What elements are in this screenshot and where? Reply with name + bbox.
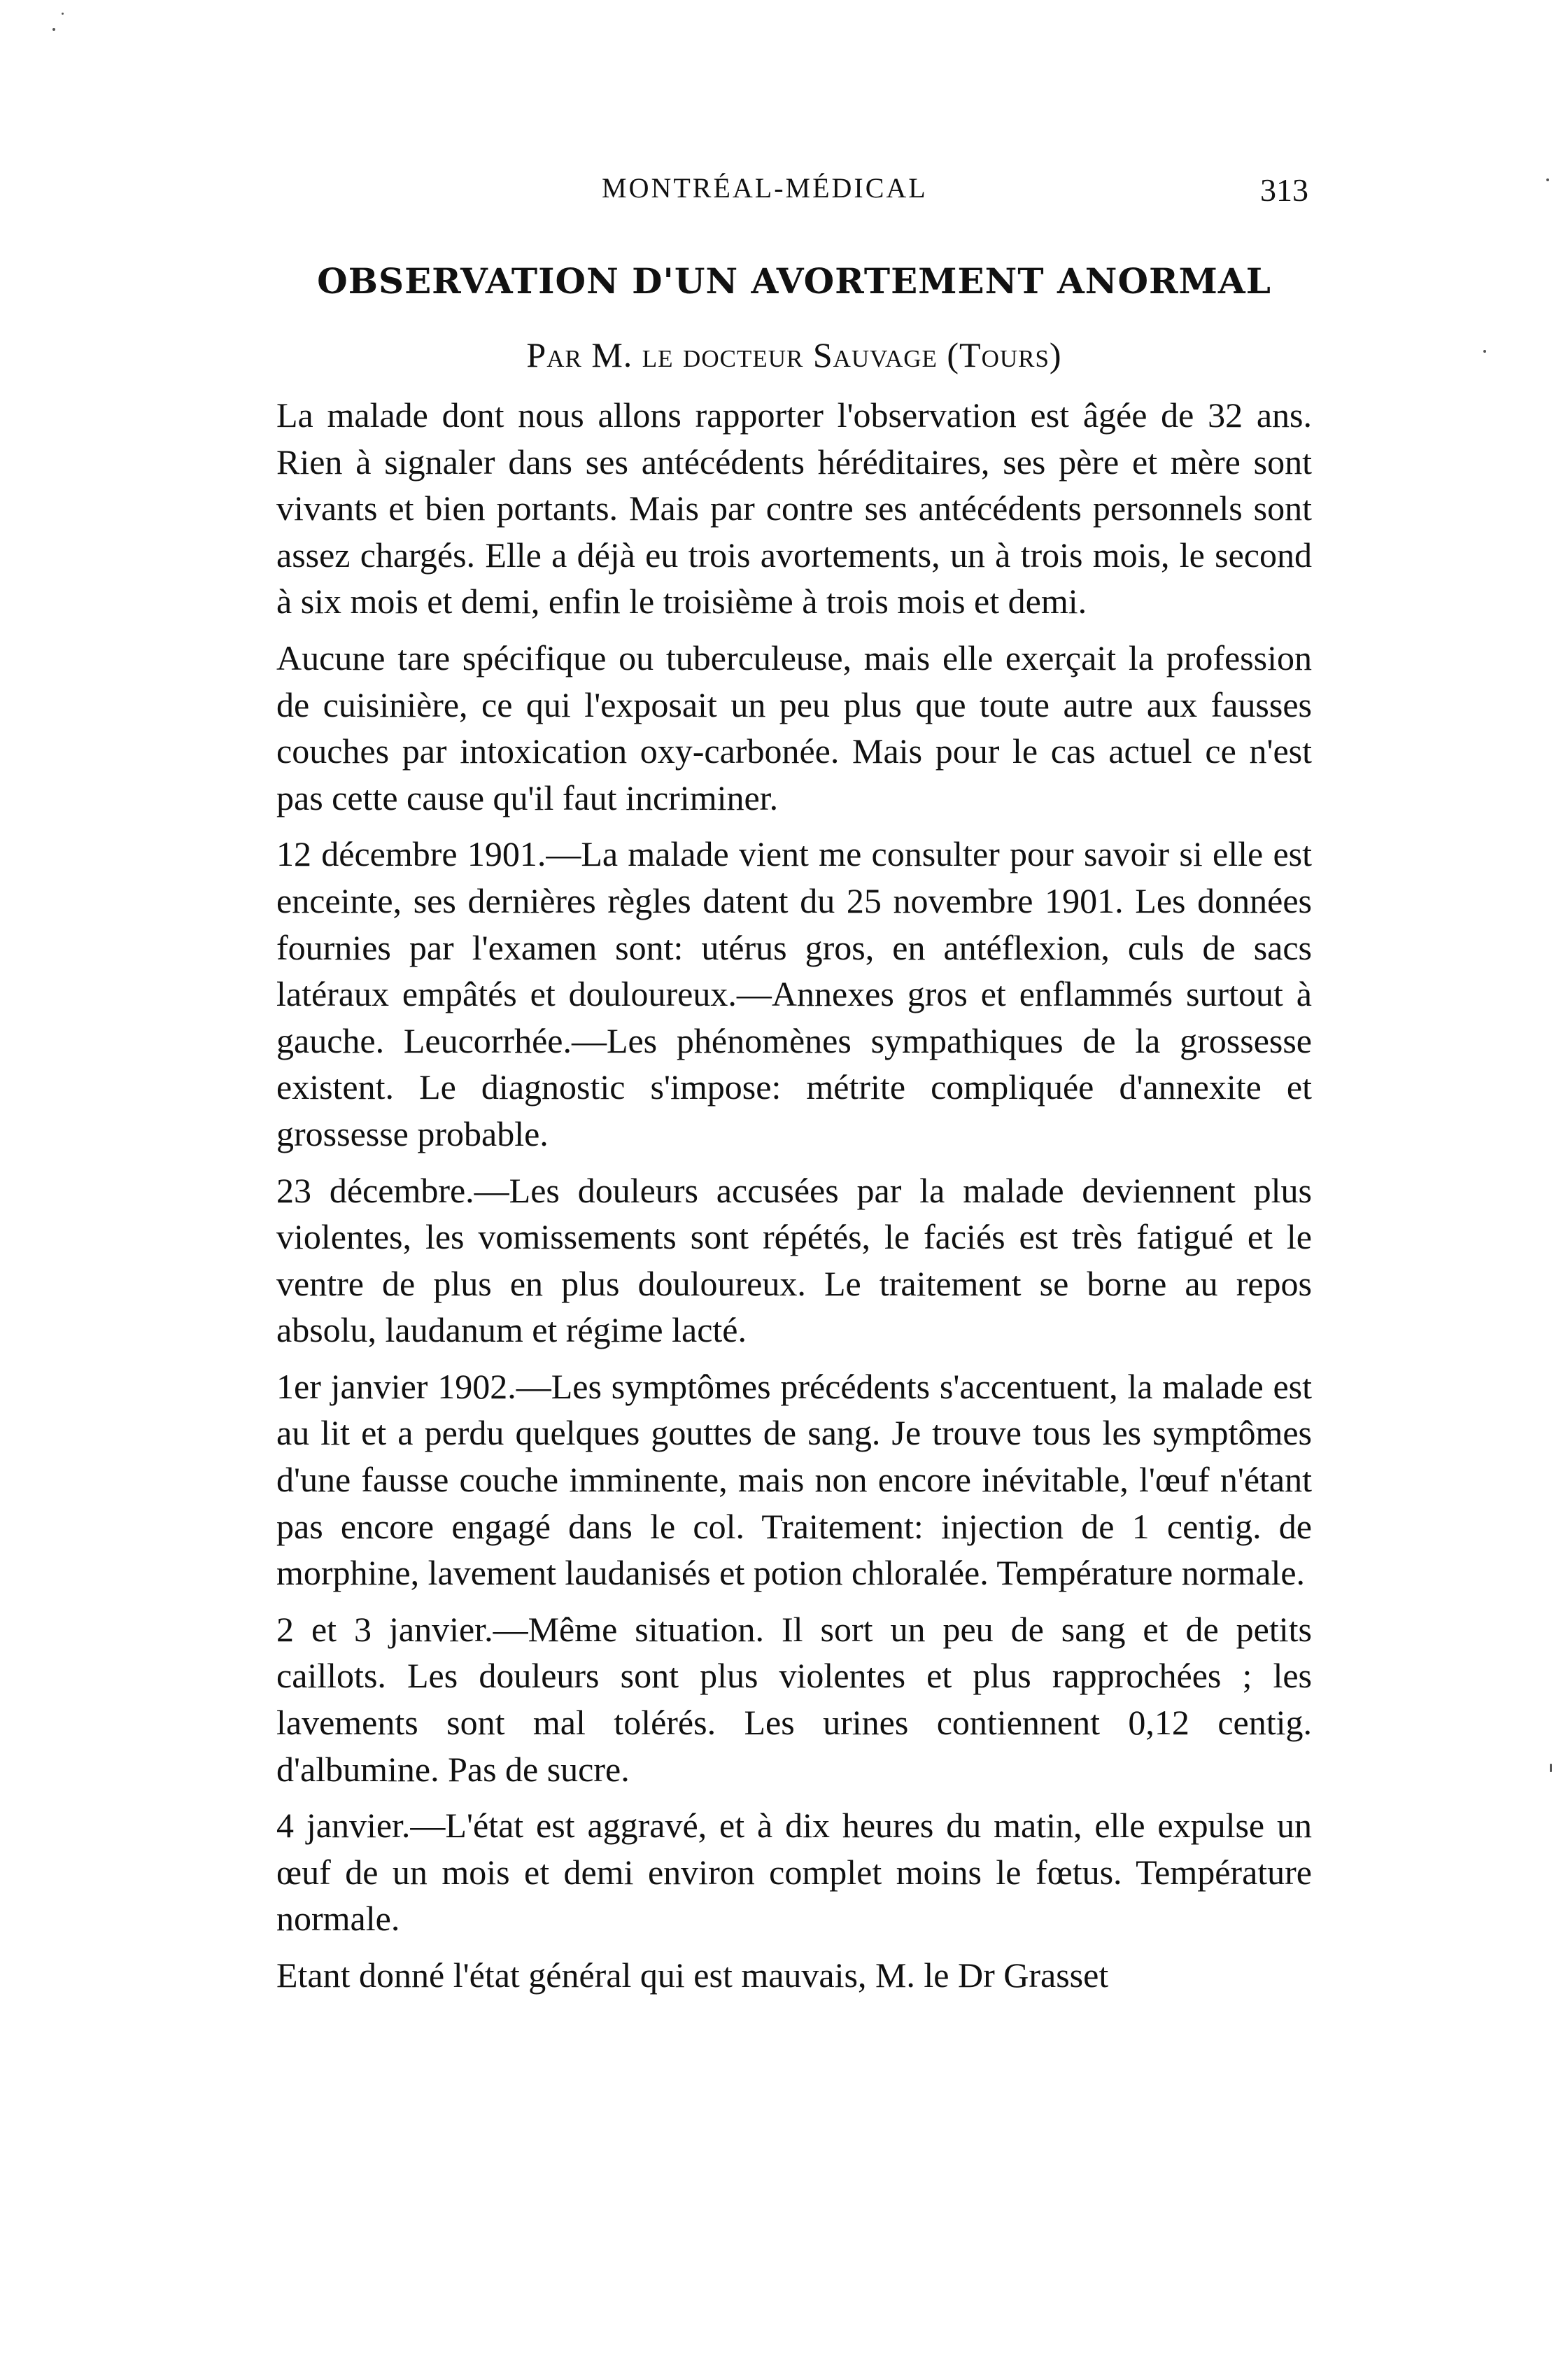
paragraph: Aucune tare spécifique ou tuberculeuse, mais elle exerçait la profession de cuisinière, ce qui l'exposait un peu plus que toute autre aux fausses couches par intoxication oxy-carbonée. Mais pour le cas actuel ce n'est pas cette cause qu'il faut incriminer.: [276, 638, 1312, 817]
paragraph: La malade dont nous allons rapporter l'observation est âgée de 32 ans. Rien à signaler dans ses antécédents héréditaires, ses père et mère sont vivants et bien portants. Mais par contre ses antécédents personnels sont assez chargés. Elle a déjà eu trois avortements, un à trois mois, le second à six mois et demi, enfin le troisième à trois mois et demi.: [276, 395, 1312, 621]
paragraph: 4 janvier.—L'état est aggravé, et à dix heures du matin, elle expulse un œuf de un mois et demi environ complet moins le fœtus. Température normale.: [276, 1806, 1312, 1939]
running-header: [280, 171, 1308, 213]
journal-title: MONTRÉAL-MÉDICAL: [602, 172, 928, 204]
article-title: OBSERVATION D'UN AVORTEMENT ANORMAL: [317, 260, 1271, 302]
paragraph: Etant donné l'état général qui est mauvais, M. le Dr Grasset: [276, 1955, 1109, 1995]
author-byline: Par M. le docteur Sauvage (Tours): [526, 335, 1062, 374]
paragraph: 2 et 3 janvier.—Même situation. Il sort un peu de sang et de petits caillots. Les douleurs sont plus violentes et plus rapprochées ; les lavements sont mal tolérés. Les urines contiennent 0,12 centig. d'albumine. Pas de sucre.: [276, 1609, 1312, 1789]
paragraph: 1er janvier 1902.—Les symptômes précédents s'accentuent, la malade est au lit et a perdu quelques gouttes de sang. Je trouve tous les symptômes d'une fausse couche imminente, mais non encore inévitable, l'œuf n'étant pas encore engagé dans le col. Traitement: injection de 1 centig. de morphine, lavement laudanisés et potion chloralée. Température normale.: [276, 1366, 1312, 1593]
page-number: 313: [1260, 172, 1308, 208]
article-body: [276, 392, 1312, 2009]
paragraph: 23 décembre.—Les douleurs accusées par la malade deviennent plus violentes, les vomissements sont répétés, le faciés est très fatigué et le ventre de plus en plus douloureux. Le traitement se borne au repos absolu, laudanum et régime lacté.: [276, 1170, 1312, 1350]
paragraph: 12 décembre 1901.—La malade vient me consulter pour savoir si elle est enceinte, ses dernières règles datent du 25 novembre 1901. Les données fournies par l'examen sont: utérus gros, en antéflexion, culs de sacs latéraux empâtés et douloureux.—Annexes gros et enflammés surtout à gauche. Leucorrhée.—Les phénomènes sympathiques de la grossesse existent. Le diagnostic s'impose: métrite compliquée d'annexite et grossesse probable.: [276, 834, 1312, 1153]
